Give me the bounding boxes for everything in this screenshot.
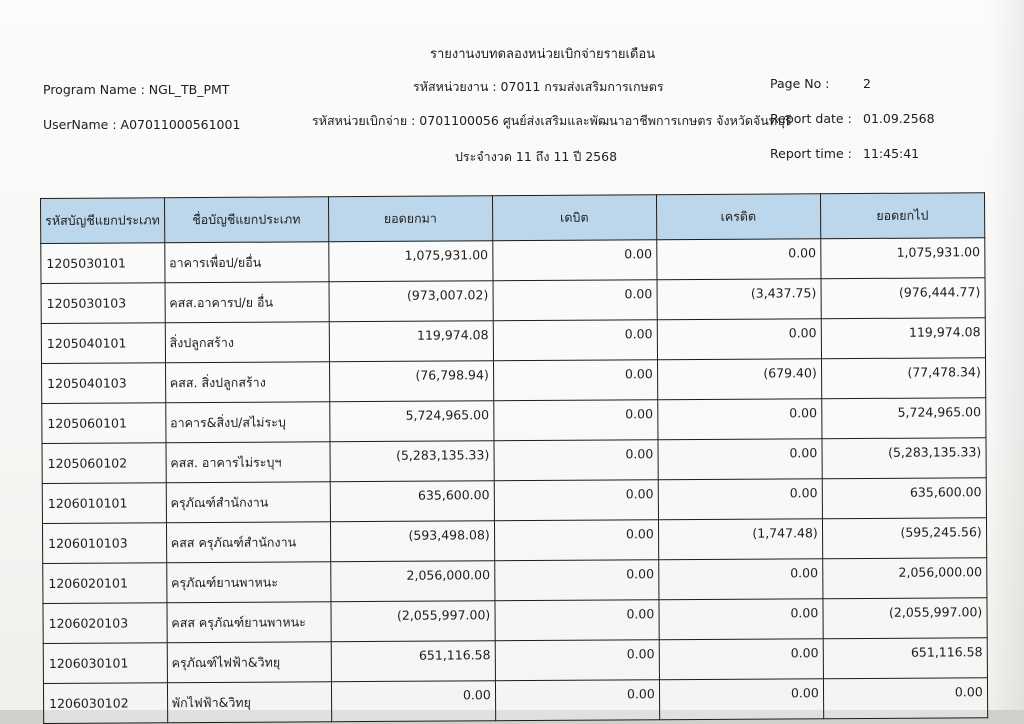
table-header-row — [41, 193, 985, 244]
closing-balance-cell: (77,478.34) — [821, 358, 985, 399]
closing-balance-cell: 0.00 — [823, 678, 987, 719]
opening-balance-cell: (5,283,135.33) — [330, 441, 494, 482]
account-name-cell: สิ่งปลูกสร้าง — [165, 322, 329, 363]
opening-balance-cell: 119,974.08 — [329, 321, 493, 362]
credit-cell: 0.00 — [656, 239, 820, 280]
header-account-name: ชื่อบัญชีแยกประเภท — [164, 197, 328, 243]
debit-cell: 0.00 — [493, 360, 657, 401]
account-name-cell: คสส. อาคารไม่ระบุฯ — [166, 442, 330, 483]
account-name-cell: คสส.อาคารป/ย อื่น — [165, 282, 329, 323]
account-code-cell: 1206010103 — [42, 523, 166, 564]
report-date-value: 01.09.2568 — [863, 111, 935, 126]
closing-balance-cell: (5,283,135.33) — [822, 438, 986, 479]
credit-cell: 0.00 — [658, 439, 822, 480]
debit-cell: 0.00 — [494, 560, 658, 601]
report-time-label: Report time : — [770, 146, 852, 161]
account-name-cell: อาคารเพื่อป/ยอื่น — [164, 242, 328, 283]
table-row — [43, 638, 987, 684]
header-opening-balance: ยอดยกมา — [328, 196, 492, 242]
table-body — [41, 238, 988, 724]
debit-cell: 0.00 — [494, 480, 658, 521]
opening-balance-cell: 635,600.00 — [330, 481, 494, 522]
account-code-cell: 1205040101 — [41, 323, 165, 364]
period-line: ประจำงวด 11 ถึง 11 ปี 2568 — [455, 149, 618, 164]
trial-balance-table — [40, 192, 988, 724]
header-account-code: รหัสบัญชีแยกประเภท — [41, 198, 165, 244]
closing-balance-cell: (2,055,997.00) — [823, 598, 987, 639]
table-row — [42, 438, 986, 484]
table-row — [42, 398, 986, 444]
credit-cell: 0.00 — [658, 479, 822, 520]
opening-balance-cell: 1,075,931.00 — [328, 241, 492, 282]
program-name: Program Name : NGL_TB_PMT — [43, 82, 230, 97]
account-code-cell: 1206010101 — [42, 483, 166, 524]
opening-balance-cell: 5,724,965.00 — [329, 401, 493, 442]
credit-cell: 0.00 — [659, 599, 823, 640]
opening-balance-cell: (973,007.02) — [329, 281, 493, 322]
account-name-cell: ครุภัณฑ์ไฟฟ้า&วิทยุ — [167, 642, 331, 683]
debit-cell: 0.00 — [495, 640, 659, 681]
account-name-cell: คสส ครุภัณฑ์ยานพาหนะ — [167, 602, 331, 643]
debit-cell: 0.00 — [495, 680, 659, 721]
debit-cell: 0.00 — [493, 280, 657, 321]
debit-cell: 0.00 — [494, 440, 658, 481]
table-row — [41, 278, 985, 324]
account-code-cell: 1206030101 — [43, 643, 167, 684]
report-time-value: 11:45:41 — [863, 146, 920, 161]
debit-cell: 0.00 — [495, 600, 659, 641]
account-code-cell: 1206020103 — [43, 603, 167, 644]
account-code-cell: 1205040103 — [42, 363, 166, 404]
closing-balance-cell: 2,056,000.00 — [822, 558, 986, 599]
disbursing-unit-line: รหัสหน่วยเบิกจ่าย : 0701100056 ศูนย์ส่งเสริมและพัฒนาอาชีพการเกษตร จังหวัดจันทบุรี — [312, 113, 792, 128]
table-row — [41, 238, 985, 284]
department-line: รหัสหน่วยงาน : 07011 กรมส่งเสริมการเกษตร — [413, 79, 664, 94]
header-closing-balance: ยอดยกไป — [820, 193, 984, 239]
header-credit: เครดิต — [656, 194, 820, 240]
credit-cell: (1,747.48) — [658, 519, 822, 560]
opening-balance-cell: 2,056,000.00 — [330, 561, 494, 602]
report-title: รายงานงบทดลองหน่วยเบิกจ่ายรายเดือน — [430, 47, 656, 62]
opening-balance-cell: (76,798.94) — [329, 361, 493, 402]
account-code-cell: 1205060102 — [42, 443, 166, 484]
account-code-cell: 1205060101 — [42, 403, 166, 444]
debit-cell: 0.00 — [494, 520, 658, 561]
closing-balance-cell: 1,075,931.00 — [820, 238, 984, 279]
table-row — [42, 358, 986, 404]
account-name-cell: คสส. สิ่งปลูกสร้าง — [165, 362, 329, 403]
page-shadow — [990, 0, 1024, 710]
closing-balance-cell: (976,444.77) — [821, 278, 985, 319]
account-code-cell: 1205030101 — [41, 243, 165, 284]
credit-cell: 0.00 — [659, 679, 823, 720]
page-no-value: 2 — [863, 76, 871, 91]
report-date-label: Report date : — [770, 111, 852, 126]
credit-cell: (3,437.75) — [657, 279, 821, 320]
closing-balance-cell: 635,600.00 — [822, 478, 986, 519]
account-name-cell: อาคาร&สิ่งป/สไม่ระบุ — [165, 402, 329, 443]
credit-cell: 0.00 — [659, 639, 823, 680]
opening-balance-cell: (593,498.08) — [330, 521, 494, 562]
account-code-cell: 1206020101 — [43, 563, 167, 604]
account-code-cell: 1206030102 — [43, 683, 167, 724]
table-row — [43, 558, 987, 604]
opening-balance-cell: (2,055,997.00) — [331, 601, 495, 642]
debit-cell: 0.00 — [493, 400, 657, 441]
table-row — [43, 678, 987, 724]
opening-balance-cell: 651,116.58 — [331, 641, 495, 682]
account-name-cell: ครุภัณฑ์ยานพาหนะ — [166, 562, 330, 603]
account-name-cell: พักไฟฟ้า&วิทยุ — [167, 682, 331, 723]
table-row — [42, 478, 986, 524]
closing-balance-cell: 651,116.58 — [823, 638, 987, 679]
credit-cell: (679.40) — [657, 359, 821, 400]
closing-balance-cell: 119,974.08 — [821, 318, 985, 359]
credit-cell: 0.00 — [657, 399, 821, 440]
credit-cell: 0.00 — [658, 559, 822, 600]
table-row — [43, 598, 987, 644]
account-name-cell: ครุภัณฑ์สำนักงาน — [166, 482, 330, 523]
user-name: UserName : A07011000561001 — [43, 117, 241, 132]
closing-balance-cell: (595,245.56) — [822, 518, 986, 559]
account-code-cell: 1205030103 — [41, 283, 165, 324]
credit-cell: 0.00 — [657, 319, 821, 360]
page-no-label: Page No : — [770, 76, 830, 91]
debit-cell: 0.00 — [493, 320, 657, 361]
header-debit: เดบิต — [492, 195, 656, 241]
account-name-cell: คสส ครุภัณฑ์สำนักงาน — [166, 522, 330, 563]
table-row — [41, 318, 985, 364]
table-row — [42, 518, 986, 564]
opening-balance-cell: 0.00 — [331, 681, 495, 722]
closing-balance-cell: 5,724,965.00 — [821, 398, 985, 439]
debit-cell: 0.00 — [492, 240, 656, 281]
